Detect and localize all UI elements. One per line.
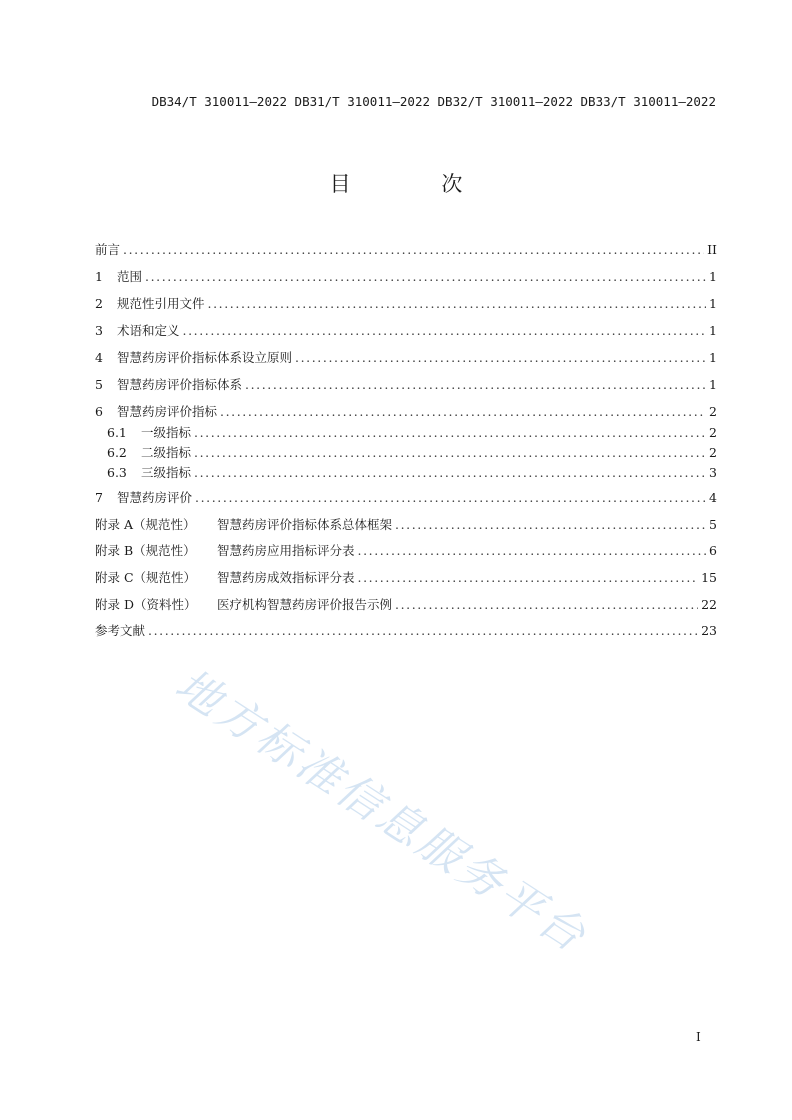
toc-leader-dots bbox=[208, 296, 707, 311]
toc-entry-label: 三级指标 bbox=[141, 465, 192, 480]
toc-leader-dots bbox=[395, 517, 706, 532]
toc-leader-dots bbox=[194, 445, 706, 460]
page-number: I bbox=[696, 1030, 701, 1044]
toc-entry-label: 参考文献 bbox=[95, 623, 146, 638]
toc-entry-label: 智慧药房评价指标 bbox=[117, 404, 218, 419]
toc-entry-title bbox=[95, 375, 242, 393]
toc-entry-number: 6.3 bbox=[107, 465, 127, 480]
toc-entry-title bbox=[95, 515, 392, 533]
toc-entry-title bbox=[95, 321, 180, 339]
toc-entry-number: 附录 C（规范性） bbox=[95, 570, 197, 585]
toc-entry-number: 4 bbox=[95, 350, 103, 365]
watermark: 地方标准信息服务平台 bbox=[166, 659, 597, 964]
toc-entry[interactable] bbox=[95, 463, 717, 481]
toc-page-number: 1 bbox=[709, 350, 717, 365]
toc-entry-label: 智慧药房评价指标体系设立原则 bbox=[117, 350, 293, 365]
toc-entry-title bbox=[95, 267, 142, 285]
toc-page-number: 5 bbox=[709, 517, 717, 532]
toc-leader-dots bbox=[195, 490, 706, 505]
toc-entry-title bbox=[95, 402, 217, 420]
toc-page-number: 2 bbox=[709, 404, 717, 419]
toc-entry-title bbox=[95, 541, 355, 559]
toc-entry-number: 附录 A（规范性） bbox=[95, 517, 196, 532]
toc-entry-title bbox=[107, 443, 191, 461]
toc-entry[interactable] bbox=[95, 515, 717, 533]
toc-entry-title bbox=[95, 568, 355, 586]
toc-entry-label: 前言 bbox=[95, 242, 121, 257]
toc-page-number: 2 bbox=[709, 445, 717, 460]
toc-entry[interactable] bbox=[95, 375, 717, 393]
toc-leader-dots bbox=[194, 465, 706, 480]
standard-code-header: DB34/T 310011—2022 DB31/T 310011—2022 DB32/T 310011—2022 DB33/T 310011—2022 bbox=[151, 94, 716, 109]
toc-leader-dots bbox=[358, 570, 699, 585]
toc-leader-dots bbox=[358, 543, 707, 558]
toc-entry-title bbox=[95, 240, 120, 258]
toc-leader-dots bbox=[183, 323, 707, 338]
toc-page-number: 6 bbox=[709, 543, 717, 558]
toc-entry-title bbox=[95, 595, 392, 613]
toc-page-number: 1 bbox=[709, 296, 717, 311]
toc-entry-number: 3 bbox=[95, 323, 103, 338]
toc-entry-title bbox=[95, 294, 205, 312]
toc-entry-label: 规范性引用文件 bbox=[117, 296, 205, 311]
toc-entry-number: 附录 D（资料性） bbox=[95, 597, 197, 612]
toc-entry[interactable] bbox=[95, 240, 717, 258]
toc-page-number: II bbox=[707, 242, 717, 257]
toc-entry-label: 智慧药房评价指标体系总体框架 bbox=[217, 517, 393, 532]
toc-leader-dots bbox=[220, 404, 706, 419]
toc-page-number: 2 bbox=[709, 425, 717, 440]
toc-entry-label: 范围 bbox=[117, 269, 143, 284]
toc-entry-number: 6.1 bbox=[107, 425, 127, 440]
toc-leader-dots bbox=[395, 597, 698, 612]
toc-entry[interactable] bbox=[95, 348, 717, 366]
toc-entry-label: 二级指标 bbox=[141, 445, 192, 460]
toc-page-number: 4 bbox=[709, 490, 717, 505]
toc-leader-dots bbox=[194, 425, 706, 440]
page-title: 目 次 bbox=[329, 172, 505, 196]
toc-page-number: 15 bbox=[701, 570, 717, 585]
toc-page-number: 3 bbox=[709, 465, 717, 480]
toc-entry[interactable] bbox=[95, 541, 717, 559]
toc-entry[interactable] bbox=[95, 423, 717, 441]
toc-page-number: 22 bbox=[701, 597, 717, 612]
toc-entry[interactable] bbox=[95, 402, 717, 420]
toc-entry-title bbox=[95, 621, 145, 639]
toc-entry-number: 5 bbox=[95, 377, 103, 392]
toc-entry-label: 智慧药房成效指标评分表 bbox=[217, 570, 355, 585]
toc-entry[interactable] bbox=[95, 568, 717, 586]
toc-leader-dots bbox=[123, 242, 704, 257]
toc-entry[interactable] bbox=[95, 267, 717, 285]
toc-entry-label: 智慧药房评价 bbox=[117, 490, 193, 505]
toc-page-number: 1 bbox=[709, 323, 717, 338]
toc-entry[interactable] bbox=[95, 443, 717, 461]
toc-entry[interactable] bbox=[95, 294, 717, 312]
toc-entry-number: 2 bbox=[95, 296, 103, 311]
toc-entry-number: 1 bbox=[95, 269, 103, 284]
toc-entry[interactable] bbox=[95, 595, 717, 613]
toc-page-number: 23 bbox=[701, 623, 717, 638]
toc-entry-number: 附录 B（规范性） bbox=[95, 543, 196, 558]
toc-leader-dots bbox=[245, 377, 706, 392]
toc-page-number: 1 bbox=[709, 269, 717, 284]
toc-entry[interactable] bbox=[95, 321, 717, 339]
toc-entry-label: 术语和定义 bbox=[117, 323, 180, 338]
toc-entry-label: 智慧药房评价指标体系 bbox=[117, 377, 243, 392]
toc-entry-title bbox=[95, 488, 192, 506]
toc-entry-number: 6 bbox=[95, 404, 103, 419]
toc-entry-title bbox=[107, 463, 191, 481]
toc-entry[interactable] bbox=[95, 488, 717, 506]
toc-leader-dots bbox=[148, 623, 698, 638]
toc-leader-dots bbox=[295, 350, 706, 365]
toc-entry[interactable] bbox=[95, 621, 717, 639]
toc-entry-label: 智慧药房应用指标评分表 bbox=[217, 543, 355, 558]
toc-entry-label: 医疗机构智慧药房评价报告示例 bbox=[217, 597, 393, 612]
toc-entry-label: 一级指标 bbox=[141, 425, 192, 440]
toc-entry-number: 6.2 bbox=[107, 445, 127, 460]
toc-page-number: 1 bbox=[709, 377, 717, 392]
toc-entry-title bbox=[95, 348, 292, 366]
toc-entry-title bbox=[107, 423, 191, 441]
toc-entry-number: 7 bbox=[95, 490, 103, 505]
toc-leader-dots bbox=[145, 269, 706, 284]
